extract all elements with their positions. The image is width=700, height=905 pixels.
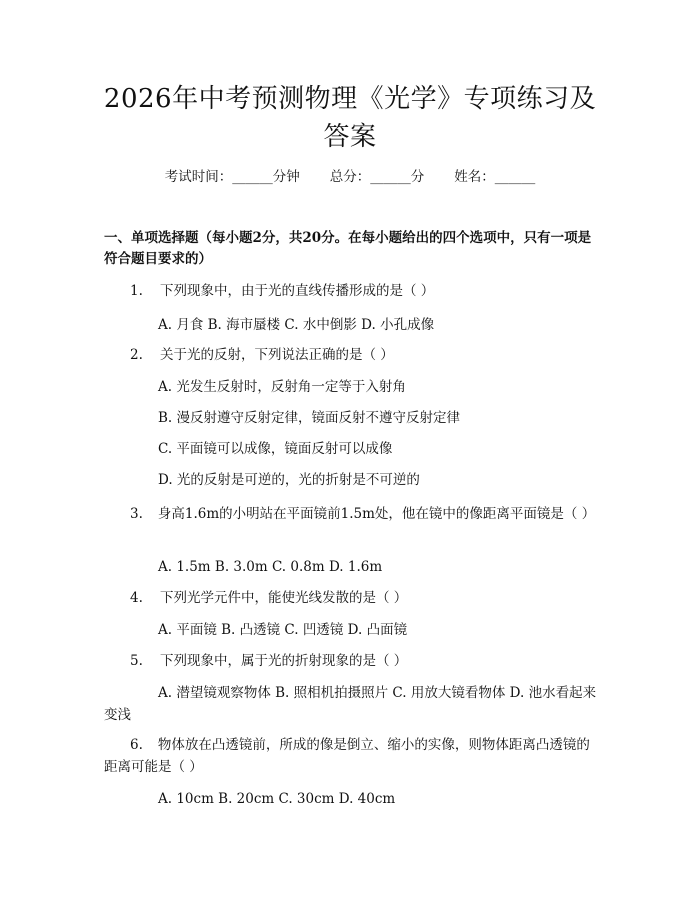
total-score-field: 总分：______分 <box>329 169 425 185</box>
section-heading: 一、单项选择题（每小题2分，共20分。在每小题给出的四个选项中，只有一项是符合题目要求的） <box>104 230 592 267</box>
question-4 <box>104 587 602 609</box>
question-number: 2. <box>130 347 143 363</box>
question-2-option-d: D. 光的反射是可逆的，光的折射是不可逆的 <box>158 472 420 488</box>
question-number: 6. <box>130 737 143 753</box>
exam-time-field: 考试时间：______分钟 <box>164 169 300 185</box>
question-text: 下列现象中，属于光的折射现象的是（ ） <box>160 653 408 669</box>
question-2 <box>104 344 602 366</box>
question-text: 下列光学元件中，能使光线发散的是（ ） <box>160 590 408 606</box>
question-6-options: A. 10cm B. 20cm C. 30cm D. 40cm <box>158 791 396 807</box>
question-number: 5. <box>130 653 143 669</box>
question-1 <box>104 280 602 302</box>
question-6 <box>104 734 602 778</box>
question-2-option-c: C. 平面镜可以成像，镜面反射可以成像 <box>158 441 393 457</box>
student-name-field: 姓名：______ <box>454 169 536 185</box>
question-5-options: A. 潜望镜观察物体 B. 照相机拍摄照片 C. 用放大镜看物体 D. 池水看起来变浅 <box>104 685 597 723</box>
question-3 <box>104 503 602 525</box>
question-3-options: A. 1.5m B. 3.0m C. 0.8m D. 1.6m <box>158 559 383 575</box>
exam-info-line <box>0 166 700 188</box>
question-4-options: A. 平面镜 B. 凸透镜 C. 凹透镜 D. 凸面镜 <box>158 622 408 638</box>
question-text: 关于光的反射，下列说法正确的是（ ） <box>160 347 394 363</box>
question-text: 物体放在凸透镜前，所成的像是倒立、缩小的实像，则物体距离凸透镜的距离可能是（ ） <box>104 737 590 775</box>
question-text: 身高1.6m的小明站在平面镜前1.5m处，他在镜中的像距离平面镜是（ ） <box>157 506 596 522</box>
question-text: 下列现象中，由于光的直线传播形成的是（ ） <box>160 283 435 299</box>
question-5 <box>104 650 602 672</box>
question-number: 3. <box>130 506 143 522</box>
question-1-options: A. 月食 B. 海市蜃楼 C. 水中倒影 D. 小孔成像 <box>158 317 435 333</box>
question-number: 1. <box>130 283 143 299</box>
question-2-option-a: A. 光发生反射时，反射角一定等于入射角 <box>158 379 406 395</box>
page-title: 2026年中考预测物理《光学》专项练习及答案 <box>103 84 597 152</box>
question-2-option-b: B. 漫反射遵守反射定律，镜面反射不遵守反射定律 <box>158 410 461 426</box>
question-number: 4. <box>130 590 143 606</box>
